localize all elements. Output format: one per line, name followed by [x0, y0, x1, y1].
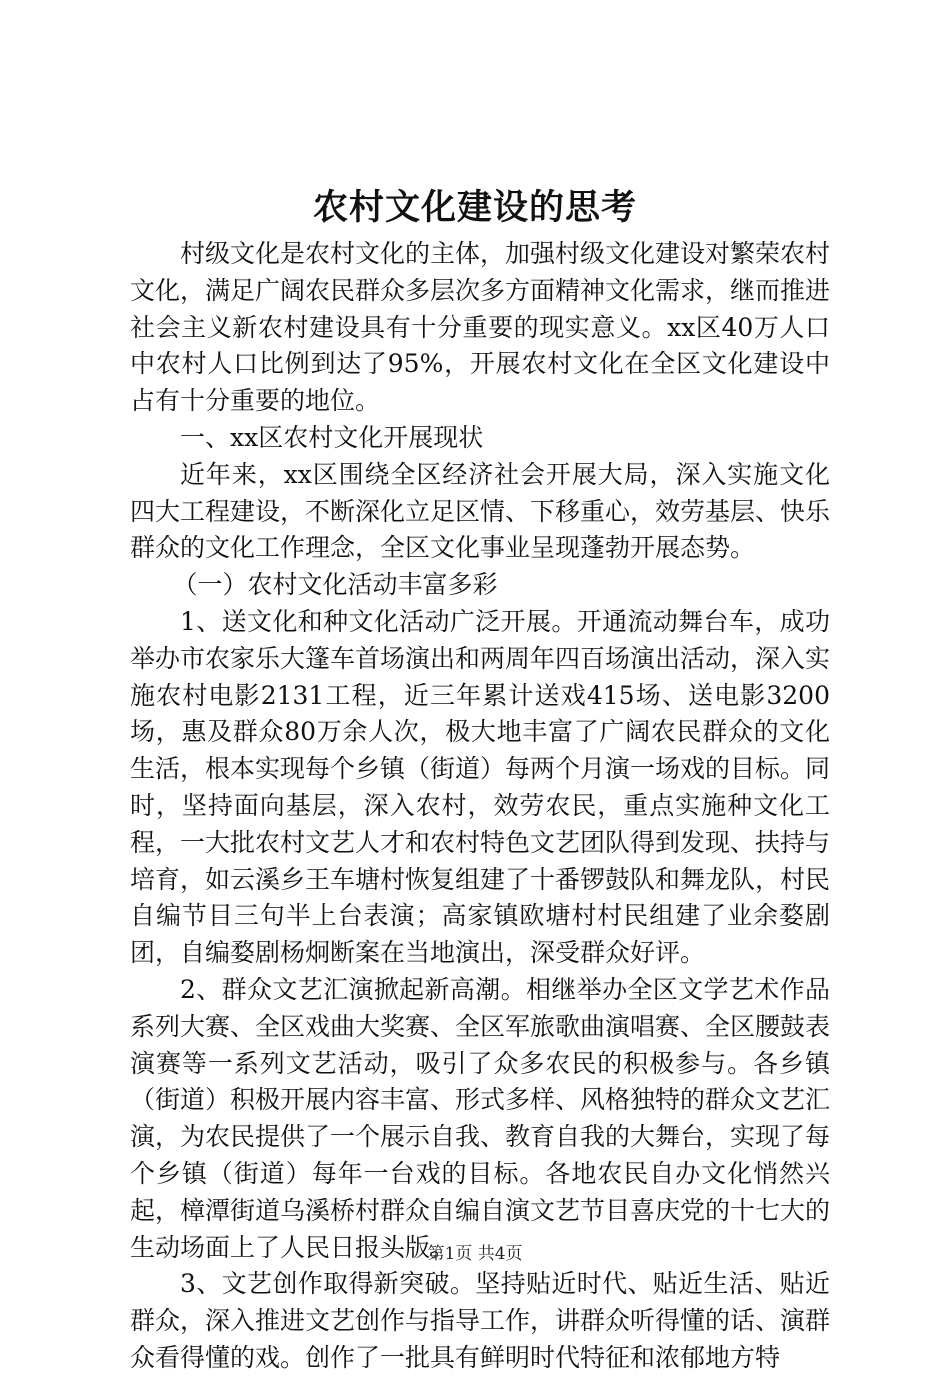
section-intro-paragraph: 近年来，xx区围绕全区经济社会开展大局，深入实施文化四大工程建设，不断深化立足区情、下移重心，效劳基层、快乐群众的文化工作理念，全区文化事业呈现蓬勃开展态势。 [130, 459, 831, 563]
body-paragraph-1: 1、送文化和种文化活动广泛开展。开通流动舞台车，成功举办市农家乐大篷车首场演出和两周年四百场演出活动，深入实施农村电影2131工程，近三年累计送戏415场、送电影3200场，惠及群众80万余人次，极大地丰富了广阔农民群众的文化生活，根本实现每个乡镇（街道）每两个月演一场戏的目标。同时，坚持面向基层，深入农村，效劳农民，重点实施种文化工程，一大批农村文艺人才和农村特色文艺团队得到发现、扶持与培育，如云溪乡王车塘村恢复组建了十番锣鼓队和舞龙队，村民自编节目三句半上台表演；高家镇欧塘村村民组建了业余婺剧团，自编婺剧杨炯断案在当地演出，深受群众好评。 [130, 606, 831, 968]
section-heading: 一、xx区农村文化开展现状 [180, 422, 484, 452]
page-footer: 第1页 共4页 [427, 1244, 523, 1264]
subsection-heading: （一）农村文化活动丰富多彩 [172, 570, 498, 600]
document-title: 农村文化建设的思考 [312, 187, 637, 228]
intro-paragraph: 村级文化是农村文化的主体，加强村级文化建设对繁荣农村文化，满足广阔农民群众多层次多方面精神文化需求，继而推进社会主义新农村建设具有十分重要的现实意义。xx区40万人口中农村人口比例到达了95%，开展农村文化在全区文化建设中占有十分重要的地位。 [130, 239, 831, 416]
body-paragraph-2: 2、群众文艺汇演掀起新高潮。相继举办全区文学艺术作品系列大赛、全区戏曲大奖赛、全区军旅歌曲演唱赛、全区腰鼓表演赛等一系列文艺活动，吸引了众多农民的积极参与。各乡镇（街道）积极开展内容丰富、形式多样、风格独特的群众文艺汇演，为农民提供了一个展示自我、教育自我的大舞台，实现了每个乡镇（街道）每年一台戏的目标。各地农民自办文化悄然兴起，樟潭街道乌溪桥村群众自编自演文艺节目喜庆党的十七大的生动场面上了人民日报头版。 [130, 974, 831, 1262]
body-paragraph-3: 3、文艺创作取得新突破。坚持贴近时代、贴近生活、贴近群众，深入推进文艺创作与指导工作，讲群众听得懂的话、演群众看得懂的戏。创作了一批具有鲜明时代特征和浓郁地方特 [130, 1269, 831, 1372]
document-body [130, 236, 830, 1377]
